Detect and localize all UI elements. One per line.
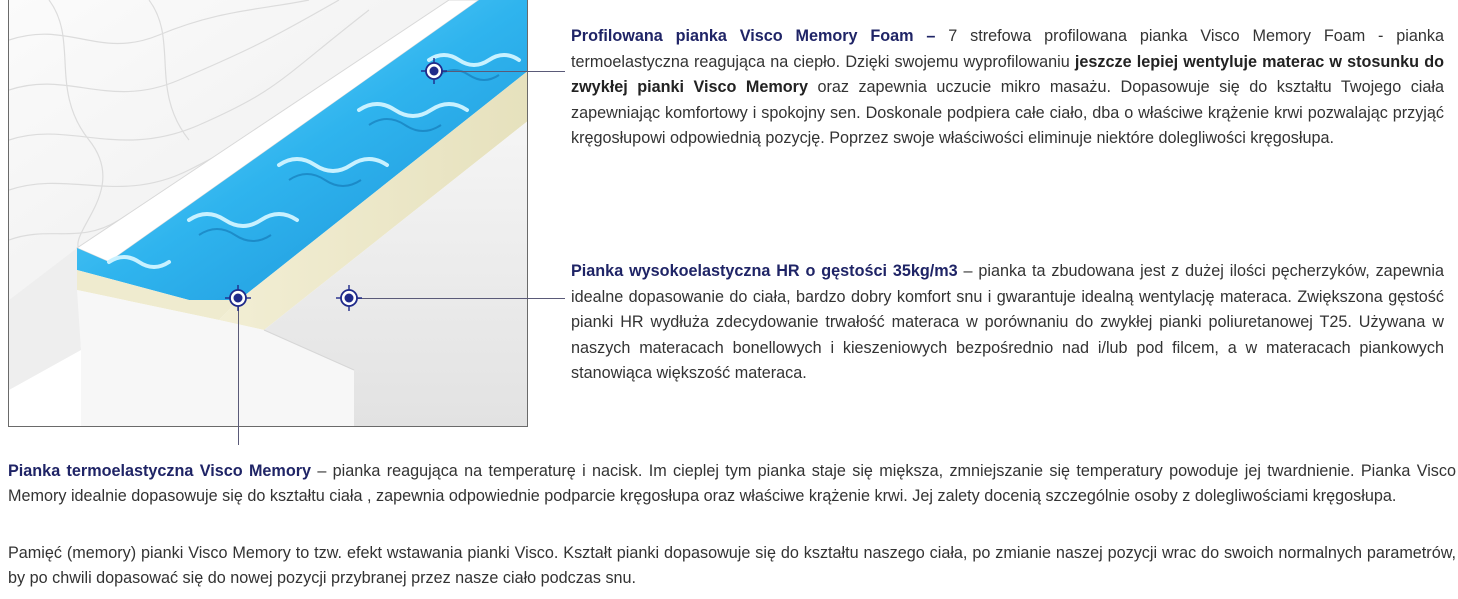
- mattress-cross-section-illustration: [8, 0, 528, 427]
- memory-effect-note: Pamięć (memory) pianki Visco Memory to tzw. efekt wstawania pianki Visco. Kształt pianki dopasowuje się do kształtu naszego ciała, po zmianie naszej pozycji wrac do swoich normalnych parametrów, by po chwili dopasować się do nowej pozycji przybranej przez nasze ciało podczas snu.: [8, 544, 1456, 587]
- hr-foam-text: – pianka ta zbudowana jest z dużej ilości pęcherzyków, zapewnia idealne dopasowanie do ciała, bardzo dobry komfort snu i gwarantuje idealną wentylację materaca. Zwiększona gęstość pianki HR wydłuża zdecydowanie trwałość materaca w porównaniu do zwykłej pianki poliuretanowej T25. Używana w naszych materacach bonellowych i kieszeniowych bezpośrednio nad i/lub pod filcem, a w materacach piankowych stanowiąca większość materaca.: [571, 262, 1444, 382]
- visco-profiled-description: [571, 24, 1444, 152]
- hr-foam-heading: Pianka wysokoelastyczna HR o gęstości 35kg/m3: [571, 262, 958, 280]
- crosshair-target-icon: [336, 285, 362, 311]
- connector-line-hr-foam: [349, 298, 565, 299]
- crosshair-target-icon: [421, 58, 447, 84]
- visco-profiled-emphasis: jeszcze lepiej wentyluje materac w stosunku do zwykłej pianki Visco Memory: [571, 52, 1444, 96]
- connector-line-visco-profiled: [434, 71, 565, 72]
- visco-thermo-heading: Pianka termoelastyczna Visco Memory: [8, 462, 312, 480]
- crosshair-target-icon: [225, 285, 251, 311]
- visco-profiled-heading: Profilowana pianka Visco Memory Foam –: [571, 27, 936, 45]
- visco-thermo-description: [8, 459, 1456, 509]
- visco-thermo-text: – pianka reagująca na temperaturę i nacisk. Im cieplej tym pianka staje się miększa, zmniejszanie się temperatury powoduje jej twardnienie. Pianka Visco Memory idealnie dopasowuje się do kształtu ciała , zapewnia odpowiednie podparcie kręgosłupa oraz właściwe krążenie krwi. Jej zalety docenią szczególnie osoby z dolegliwościami kręgosłupa.: [8, 462, 1456, 505]
- visco-profiled-text-a: 7 strefowa profilowana pianka Visco Memory Foam - pianka termoelastyczna reagująca na ciepło. Dzięki swojemu wyprofilowaniu: [571, 27, 1444, 71]
- hr-foam-description: [571, 259, 1444, 387]
- connector-line-visco-thermo: [238, 298, 239, 445]
- mattress-layers-graphic: [9, 0, 528, 427]
- visco-profiled-text-b: oraz zapewnia uczucie mikro masażu. Dopasowuje się do kształtu Twojego ciała zapewniając komfortowy i spokojny sen. Doskonale podpiera całe ciało, dba o właściwe krążenie krwi pozwalając przyjąć kręgosłupowi odpowiednią pozycję. Poprzez swoje właściwości eliminuje niektóre dolegliwości kręgosłupa.: [571, 78, 1444, 147]
